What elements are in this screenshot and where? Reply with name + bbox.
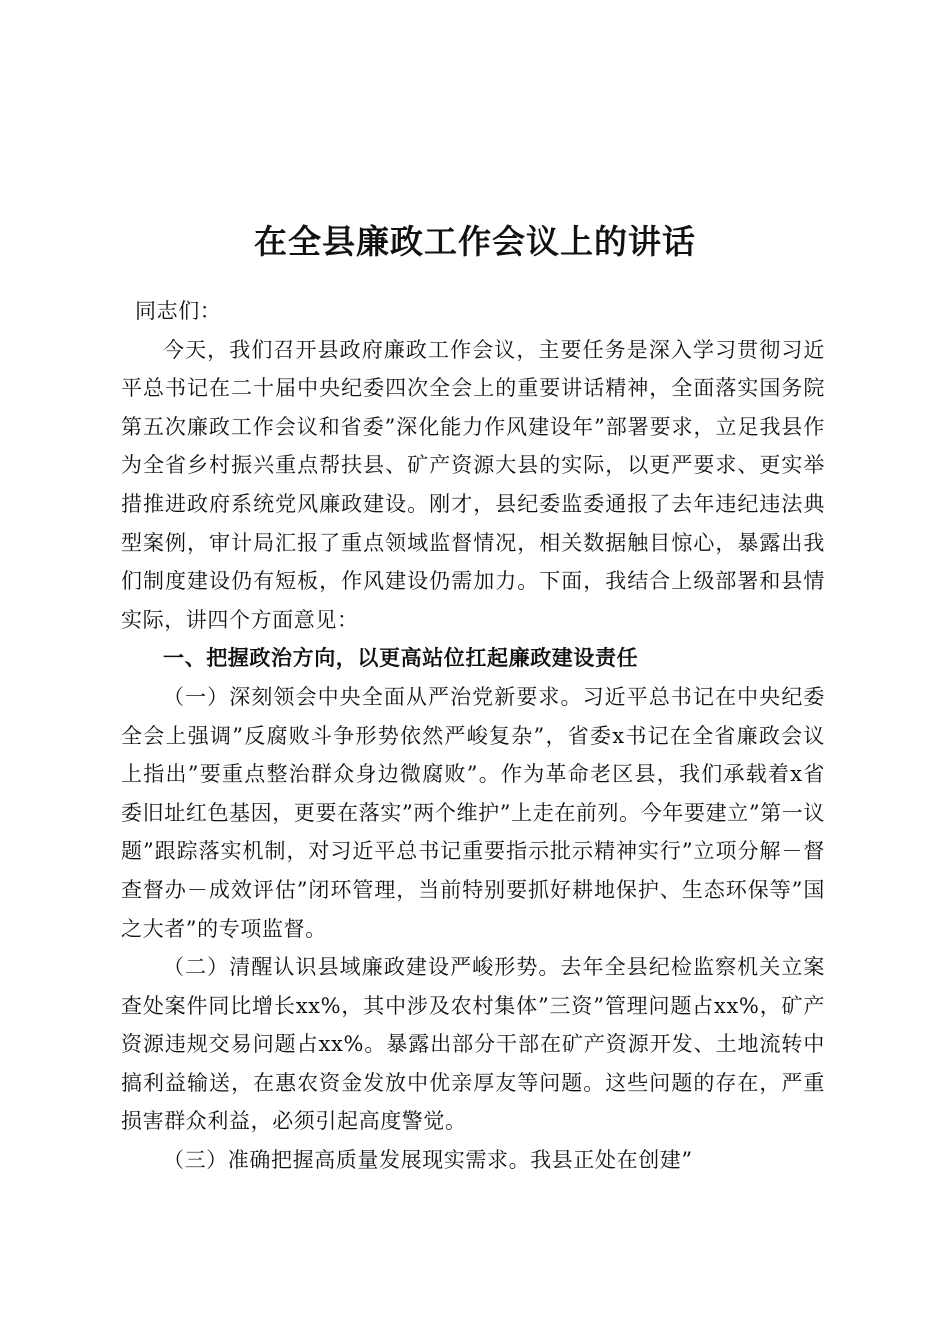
- paragraph-1: （一）深刻领会中央全面从严治党新要求。习近平总书记在中央纪委全会上强调”反腐败斗争形势依然严峻复杂”，省委x书记在全省廉政会议上指出”要重点整治群众身边微腐败”。作为革命老区县，我们承载着x省委旧址红色基因，更要在落实”两个维护”上走在前列。今年要建立”第一议题”跟踪落实机制，对习近平总书记重要指示批示精神实行”立项分解－督查督办－成效评估”闭环管理，当前特别要抓好耕地保护、生态环保等”国之大者”的专项监督。: [121, 684, 825, 941]
- paragraph-3: （三）准确把握高质量发展现实需求。我县正处在创建”: [163, 1148, 693, 1173]
- section-heading-1: 一、把握政治方向，以更高站位扛起廉政建设责任: [163, 646, 639, 671]
- intro-paragraph: 今天，我们召开县政府廉政工作会议，主要任务是深入学习贯彻习近平总书记在二十届中央纪委四次全会上的重要讲话精神，全面落实国务院第五次廉政工作会议和省委”深化能力作风建设年”部署要求，立足我县作为全省乡村振兴重点帮扶县、矿产资源大县的实际，以更严要求、更实举措推进政府系统党风廉政建设。刚才，县纪委监委通报了去年违纪违法典型案例，审计局汇报了重点领域监督情况，相关数据触目惊心，暴露出我们制度建设仍有短板，作风建设仍需加力。下面，我结合上级部署和县情实际，讲四个方面意见：: [121, 337, 825, 632]
- paragraph-2: （二）清醒认识县域廉政建设严峻形势。去年全县纪检监察机关立案查处案件同比增长xx%，其中涉及农村集体”三资”管理问题占xx%，矿产资源违规交易问题占xx%。暴露出部分干部在矿产资源开发、土地流转中搞利益输送，在惠农资金发放中优亲厚友等问题。这些问题的存在，严重损害群众利益，必须引起高度警觉。: [121, 955, 825, 1134]
- document-title: 在全县廉政工作会议上的讲话: [254, 222, 696, 262]
- salutation: 同志们：: [135, 299, 222, 323]
- document-body: [121, 292, 825, 1180]
